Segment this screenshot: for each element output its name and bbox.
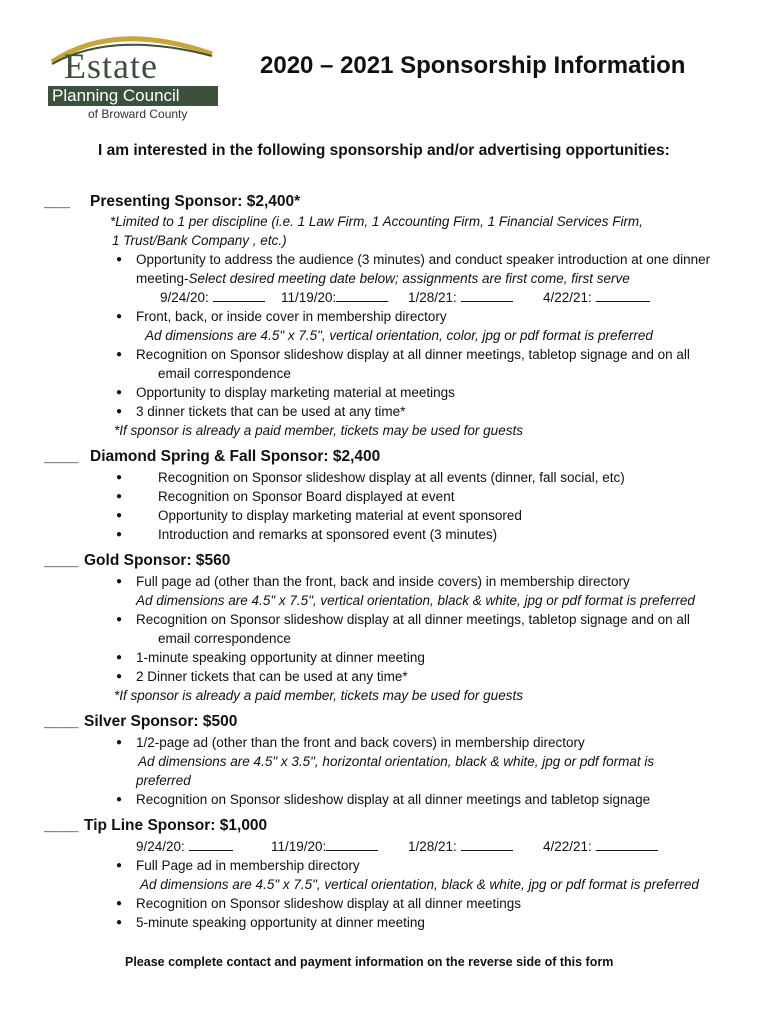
silver-ad-note: Ad dimensions are 4.5" x 3.5", horizontal orientation, black & white, jpg or pdf format is (138, 754, 655, 769)
diamond-benefit: Recognition on Sponsor Board displayed at event (158, 489, 455, 504)
presenting-ad-note: Ad dimensions are 4.5" x 7.5", vertical orientation, color, jpg or pdf format is preferred (145, 328, 653, 343)
bullet-icon: ● (116, 652, 123, 663)
page-title: 2020 – 2021 Sponsorship Information (260, 52, 686, 79)
footer-note: Please complete contact and payment information on the reverse side of this form (125, 955, 614, 969)
silver-heading: Silver Sponsor: $500 (84, 713, 238, 730)
tipline-date-11-19[interactable]: 11/19/20: (271, 838, 378, 856)
tipline-benefit: 5-minute speaking opportunity at dinner meeting (136, 915, 425, 930)
tipline-ad-note: Ad dimensions are 4.5" x 7.5", vertical orientation, black & white, jpg or pdf format is preferred (140, 877, 699, 892)
gold-heading: Gold Sponsor: $560 (84, 552, 231, 569)
presenting-benefit: Recognition on Sponsor slideshow display at all dinner meetings, tabletop signage and on all (136, 347, 690, 362)
bullet-icon: ● (116, 898, 123, 909)
bullet-icon: ● (116, 472, 123, 483)
gold-benefit: 2 Dinner tickets that can be used at any time* (136, 669, 408, 684)
diamond-benefit: Opportunity to display marketing material at event sponsored (158, 508, 522, 523)
bullet-icon: ● (116, 349, 123, 360)
presenting-date-11-19[interactable]: 11/19/20: (281, 289, 388, 307)
bullet-icon: ● (116, 529, 123, 540)
tipline-benefit: Full Page ad in membership directory (136, 858, 360, 873)
presenting-benefit: Opportunity to address the audience (3 minutes) and conduct speaker introduction at one dinner (136, 252, 711, 267)
silver-benefit: Recognition on Sponsor slideshow display at all dinner meetings and tabletop signage (136, 792, 651, 807)
presenting-benefit: Front, back, or inside cover in membership directory (136, 309, 447, 324)
tipline-benefit: Recognition on Sponsor slideshow display at all dinner meetings (136, 896, 521, 911)
bullet-icon: ● (116, 737, 123, 748)
presenting-note: *Limited to 1 per discipline (i.e. 1 Law Firm, 1 Accounting Firm, 1 Financial Services Firm, (110, 214, 643, 229)
bullet-icon: ● (116, 860, 123, 871)
gold-benefit-cont: email correspondence (158, 631, 291, 646)
presenting-note: 1 Trust/Bank Company , etc.) (112, 233, 287, 248)
silver-benefit: 1/2-page ad (other than the front and back covers) in membership directory (136, 735, 585, 750)
presenting-heading: Presenting Sponsor: $2,400* (90, 193, 301, 210)
silver-checkbox-blank[interactable]: ____ (44, 713, 79, 730)
presenting-date-1-28[interactable]: 1/28/21: (408, 289, 513, 307)
presenting-benefit: 3 dinner tickets that can be used at any time* (136, 404, 406, 419)
gold-benefit: 1-minute speaking opportunity at dinner meeting (136, 650, 425, 665)
presenting-benefit-cont: email correspondence (158, 366, 291, 381)
bullet-icon: ● (116, 254, 123, 265)
silver-ad-note: preferred (136, 773, 191, 788)
tipline-date-4-22[interactable]: 4/22/21: (543, 838, 658, 856)
tipline-date-1-28[interactable]: 1/28/21: (408, 838, 513, 856)
gold-footnote: *If sponsor is already a paid member, tickets may be used for guests (114, 688, 523, 703)
diamond-heading: Diamond Spring & Fall Sponsor: $2,400 (90, 448, 381, 465)
presenting-benefit-cont: meeting-Select desired meeting date below; assignments are first come, first serve (136, 271, 630, 286)
presenting-footnote: *If sponsor is already a paid member, tickets may be used for guests (114, 423, 523, 438)
presenting-checkbox-blank[interactable]: ___ (44, 193, 70, 210)
bullet-icon: ● (116, 491, 123, 502)
bullet-icon: ● (116, 406, 123, 417)
logo-band-text: Planning Council (52, 86, 180, 105)
tipline-heading: Tip Line Sponsor: $1,000 (84, 817, 268, 834)
bullet-icon: ● (116, 794, 123, 805)
presenting-benefit: Opportunity to display marketing material at meetings (136, 385, 455, 400)
bullet-icon: ● (116, 311, 123, 322)
gold-benefit: Full page ad (other than the front, back and inside covers) in membership directory (136, 574, 630, 589)
gold-ad-note: Ad dimensions are 4.5" x 7.5", vertical orientation, black & white, jpg or pdf format is preferred (136, 593, 695, 608)
tipline-checkbox-blank[interactable]: ____ (44, 817, 79, 834)
gold-checkbox-blank[interactable]: ____ (44, 552, 79, 569)
intro-text: I am interested in the following sponsorship and/or advertising opportunities: (98, 142, 670, 159)
bullet-icon: ● (116, 576, 123, 587)
tipline-date-9-24[interactable]: 9/24/20: (136, 838, 233, 856)
bullet-icon: ● (116, 614, 123, 625)
logo-word: Estate (64, 46, 158, 86)
diamond-benefit: Recognition on Sponsor slideshow display at all events (dinner, fall social, etc) (158, 470, 625, 485)
gold-benefit: Recognition on Sponsor slideshow display at all dinner meetings, tabletop signage and on all (136, 612, 690, 627)
logo-county: of Broward County (88, 107, 188, 121)
estate-planning-council-logo (44, 26, 220, 121)
diamond-benefit: Introduction and remarks at sponsored event (3 minutes) (158, 527, 498, 542)
bullet-icon: ● (116, 917, 123, 928)
presenting-date-4-22[interactable]: 4/22/21: (543, 289, 650, 307)
presenting-date-9-24[interactable]: 9/24/20: (160, 289, 265, 307)
bullet-icon: ● (116, 671, 123, 682)
bullet-icon: ● (116, 387, 123, 398)
diamond-checkbox-blank[interactable]: ____ (44, 448, 79, 465)
bullet-icon: ● (116, 510, 123, 521)
